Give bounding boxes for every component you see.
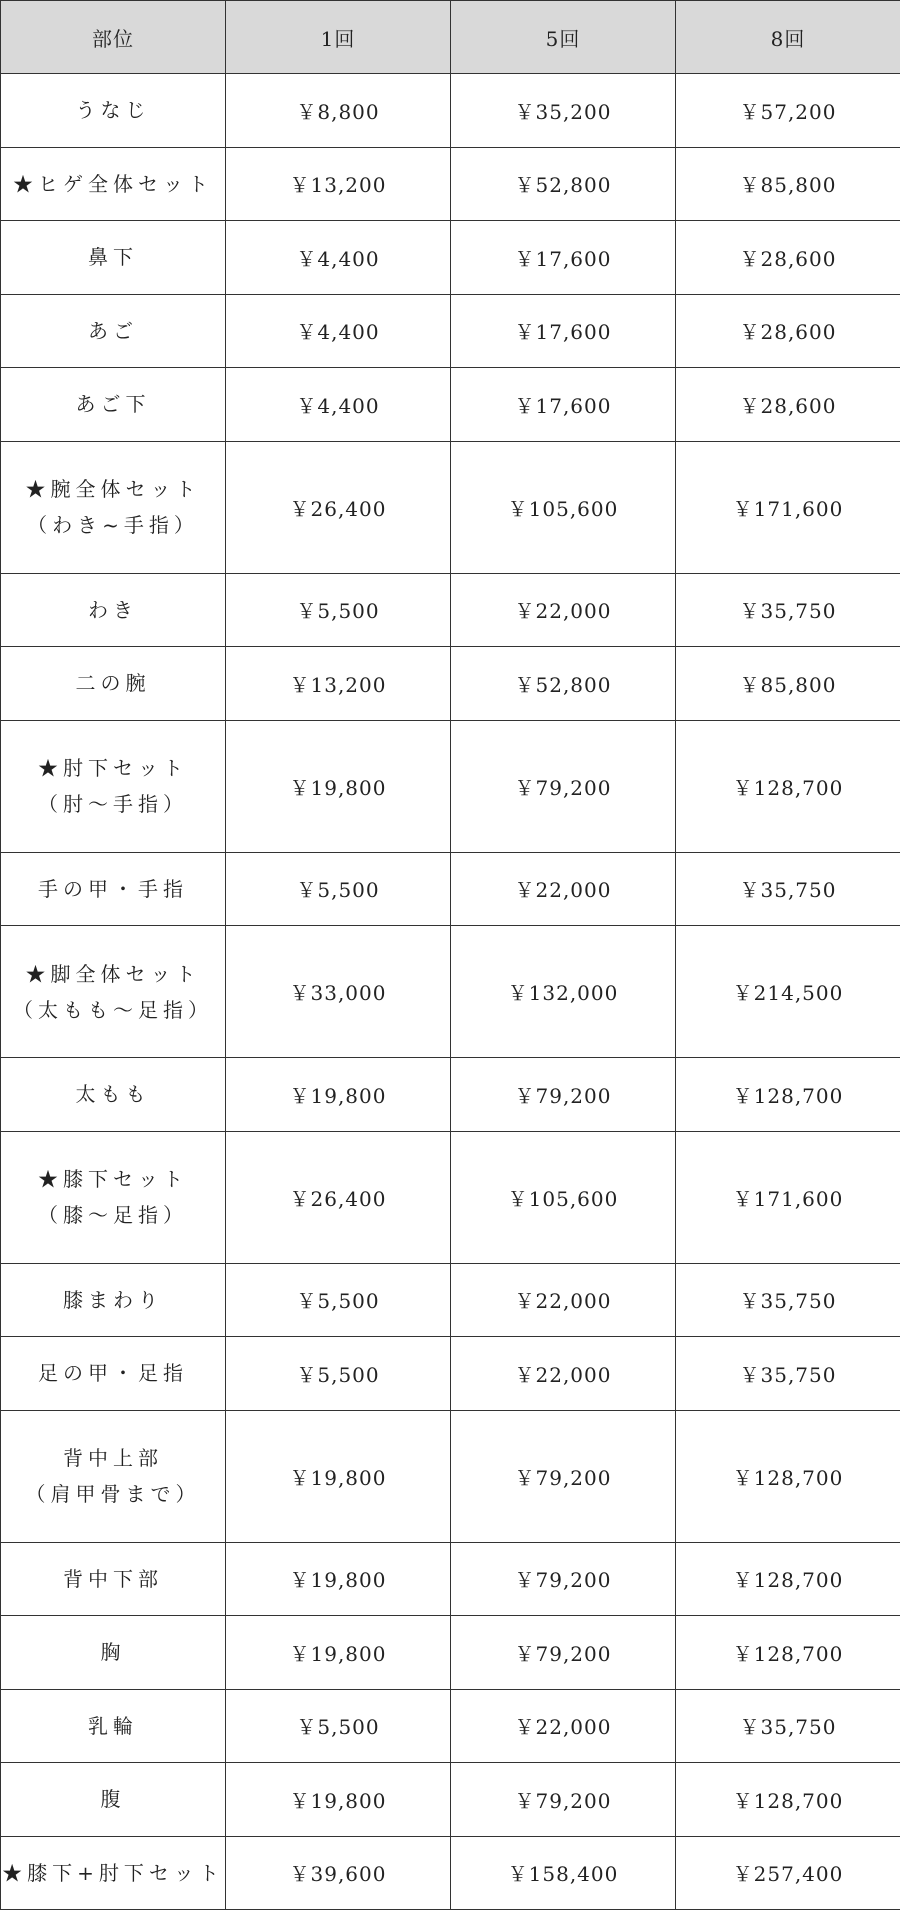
price-5: ￥105,600 bbox=[451, 1131, 676, 1263]
part-name: 手の甲・手指 bbox=[38, 876, 188, 901]
price-1: ￥4,400 bbox=[226, 294, 451, 368]
price-1: ￥5,500 bbox=[226, 852, 451, 926]
part-cell bbox=[1, 926, 226, 1058]
price-8: ￥28,600 bbox=[676, 368, 900, 442]
part-cell bbox=[1, 221, 226, 295]
price-5: ￥132,000 bbox=[451, 926, 676, 1058]
part-cell bbox=[1, 1836, 226, 1910]
price-8: ￥128,700 bbox=[676, 1763, 900, 1837]
part-note: （膝～足指） bbox=[38, 1203, 188, 1227]
part-cell bbox=[1, 1131, 226, 1263]
price-1: ￥39,600 bbox=[226, 1836, 451, 1910]
price-5: ￥105,600 bbox=[451, 441, 676, 573]
part-name: ★肘下セット bbox=[38, 756, 188, 780]
part-name: ★膝下セット bbox=[38, 1167, 188, 1191]
table-row bbox=[1, 926, 900, 1058]
price-8: ￥35,750 bbox=[676, 1263, 900, 1337]
part-cell bbox=[1, 368, 226, 442]
part-cell bbox=[1, 441, 226, 573]
part-name: わき bbox=[88, 597, 138, 622]
table-row bbox=[1, 1689, 900, 1763]
price-8: ￥128,700 bbox=[676, 720, 900, 852]
price-5: ￥22,000 bbox=[451, 1689, 676, 1763]
part-cell bbox=[1, 1689, 226, 1763]
part-name: ★腕全体セット bbox=[25, 477, 201, 501]
part-name: 膝まわり bbox=[63, 1287, 163, 1312]
price-5: ￥79,200 bbox=[451, 1763, 676, 1837]
part-name: ★脚全体セット bbox=[25, 961, 201, 986]
price-8: ￥28,600 bbox=[676, 221, 900, 295]
price-8: ￥128,700 bbox=[676, 1058, 900, 1132]
price-5: ￥79,200 bbox=[451, 1542, 676, 1616]
part-name: 胸 bbox=[100, 1640, 126, 1665]
table-row bbox=[1, 720, 900, 852]
price-5: ￥79,200 bbox=[451, 1616, 676, 1690]
price-1: ￥4,400 bbox=[226, 368, 451, 442]
table-row bbox=[1, 1616, 900, 1690]
part-note: （肩甲骨まで） bbox=[25, 1482, 201, 1506]
price-1: ￥19,800 bbox=[226, 1410, 451, 1542]
price-1: ￥19,800 bbox=[226, 720, 451, 852]
price-1: ￥13,200 bbox=[226, 647, 451, 721]
price-8: ￥35,750 bbox=[676, 1337, 900, 1411]
part-cell bbox=[1, 294, 226, 368]
part-cell bbox=[1, 74, 226, 148]
part-cell bbox=[1, 1542, 226, 1616]
table-row bbox=[1, 147, 900, 221]
price-1: ￥5,500 bbox=[226, 1337, 451, 1411]
price-8: ￥85,800 bbox=[676, 147, 900, 221]
table-row bbox=[1, 221, 900, 295]
price-1: ￥19,800 bbox=[226, 1763, 451, 1837]
part-name: あご bbox=[88, 318, 138, 343]
price-1: ￥8,800 bbox=[226, 74, 451, 148]
header-5-sessions: 5回 bbox=[451, 1, 676, 74]
table-row bbox=[1, 1131, 900, 1263]
part-cell bbox=[1, 147, 226, 221]
price-1: ￥5,500 bbox=[226, 1263, 451, 1337]
price-8: ￥257,400 bbox=[676, 1836, 900, 1910]
price-5: ￥79,200 bbox=[451, 720, 676, 852]
part-cell bbox=[1, 1763, 226, 1837]
part-name: 腹 bbox=[100, 1787, 126, 1812]
price-8: ￥35,750 bbox=[676, 1689, 900, 1763]
table-row bbox=[1, 1542, 900, 1616]
price-1: ￥5,500 bbox=[226, 573, 451, 647]
part-name: 乳輪 bbox=[88, 1713, 138, 1738]
part-cell bbox=[1, 852, 226, 926]
table-row bbox=[1, 852, 900, 926]
price-1: ￥5,500 bbox=[226, 1689, 451, 1763]
price-8: ￥128,700 bbox=[676, 1410, 900, 1542]
price-5: ￥22,000 bbox=[451, 1337, 676, 1411]
part-cell bbox=[1, 1337, 226, 1411]
table-row bbox=[1, 647, 900, 721]
price-5: ￥79,200 bbox=[451, 1410, 676, 1542]
price-8: ￥28,600 bbox=[676, 294, 900, 368]
table-row bbox=[1, 1263, 900, 1337]
part-name: 背中上部 bbox=[63, 1446, 163, 1470]
price-1: ￥19,800 bbox=[226, 1616, 451, 1690]
price-5: ￥158,400 bbox=[451, 1836, 676, 1910]
price-8: ￥35,750 bbox=[676, 852, 900, 926]
header-row bbox=[1, 1, 900, 74]
table-row bbox=[1, 1410, 900, 1542]
table-row bbox=[1, 74, 900, 148]
price-5: ￥79,200 bbox=[451, 1058, 676, 1132]
price-8: ￥35,750 bbox=[676, 573, 900, 647]
part-name: ★膝下+肘下セット bbox=[2, 1860, 224, 1885]
part-name: 背中下部 bbox=[63, 1566, 163, 1591]
part-name: あご下 bbox=[75, 392, 151, 417]
table-row bbox=[1, 1337, 900, 1411]
price-1: ￥13,200 bbox=[226, 147, 451, 221]
part-cell bbox=[1, 1616, 226, 1690]
price-8: ￥85,800 bbox=[676, 647, 900, 721]
part-note: （太もも～足指） bbox=[13, 997, 213, 1022]
part-cell bbox=[1, 720, 226, 852]
table-row bbox=[1, 441, 900, 573]
price-1: ￥4,400 bbox=[226, 221, 451, 295]
part-name: 足の甲・足指 bbox=[38, 1361, 188, 1386]
part-cell bbox=[1, 1263, 226, 1337]
part-name: うなじ bbox=[75, 98, 151, 123]
part-cell bbox=[1, 647, 226, 721]
part-note: （わき~手指） bbox=[27, 513, 199, 537]
table-row bbox=[1, 368, 900, 442]
part-cell bbox=[1, 1410, 226, 1542]
price-1: ￥26,400 bbox=[226, 441, 451, 573]
table-row bbox=[1, 573, 900, 647]
part-name: 太もも bbox=[75, 1082, 151, 1107]
price-5: ￥22,000 bbox=[451, 573, 676, 647]
table-row bbox=[1, 294, 900, 368]
price-5: ￥17,600 bbox=[451, 221, 676, 295]
header-8-sessions: 8回 bbox=[676, 1, 900, 74]
part-name: ★ヒゲ全体セット bbox=[13, 171, 213, 196]
table-row bbox=[1, 1763, 900, 1837]
part-cell bbox=[1, 1058, 226, 1132]
part-note: （肘～手指） bbox=[38, 792, 188, 816]
price-8: ￥128,700 bbox=[676, 1542, 900, 1616]
price-5: ￥22,000 bbox=[451, 1263, 676, 1337]
price-8: ￥57,200 bbox=[676, 74, 900, 148]
price-1: ￥19,800 bbox=[226, 1058, 451, 1132]
price-8: ￥214,500 bbox=[676, 926, 900, 1058]
price-5: ￥17,600 bbox=[451, 368, 676, 442]
part-name: 鼻下 bbox=[88, 245, 138, 270]
price-8: ￥171,600 bbox=[676, 1131, 900, 1263]
header-part: 部位 bbox=[1, 1, 226, 74]
price-5: ￥52,800 bbox=[451, 147, 676, 221]
table-row bbox=[1, 1058, 900, 1132]
price-1: ￥26,400 bbox=[226, 1131, 451, 1263]
header-1-session: 1回 bbox=[226, 1, 451, 74]
part-name: 二の腕 bbox=[75, 671, 151, 696]
part-cell bbox=[1, 573, 226, 647]
price-8: ￥171,600 bbox=[676, 441, 900, 573]
table-row bbox=[1, 1836, 900, 1910]
price-8: ￥128,700 bbox=[676, 1616, 900, 1690]
price-1: ￥33,000 bbox=[226, 926, 451, 1058]
price-5: ￥22,000 bbox=[451, 852, 676, 926]
price-5: ￥52,800 bbox=[451, 647, 676, 721]
price-5: ￥35,200 bbox=[451, 74, 676, 148]
price-1: ￥19,800 bbox=[226, 1542, 451, 1616]
price-5: ￥17,600 bbox=[451, 294, 676, 368]
